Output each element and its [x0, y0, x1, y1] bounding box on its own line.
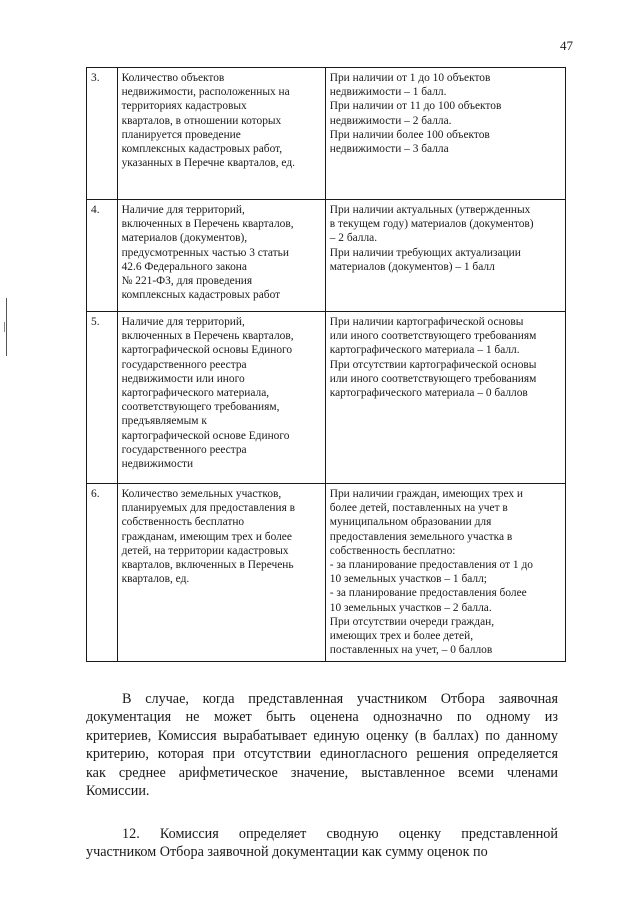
paragraph-line: Комиссии. [86, 783, 150, 800]
criterion-line: территориях кадастровых [121, 100, 247, 113]
criterion-number: 6. [87, 484, 118, 662]
score-line: или иного соответствующего требованиям [329, 372, 537, 385]
paragraph-line: участником Отбора заявочной документации как сумму оценок по [86, 844, 488, 861]
criterion-line: указанных в Перечне кварталов, ед. [121, 157, 295, 170]
criterion-line: гражданам, имеющим трех и более [121, 530, 292, 543]
score-line: При отсутствии картографической основы [329, 358, 537, 371]
score-line: При наличии от 11 до 100 объектов [329, 100, 502, 113]
criterion-line: планируемых для предоставления в [121, 502, 296, 515]
score-line: или иного соответствующего требованиям [329, 330, 537, 343]
criterion-line: Количество объектов [121, 72, 225, 84]
paragraph-evaluation-rule [86, 690, 558, 800]
table-row [87, 484, 566, 662]
score-line: При наличии картографической основы [329, 316, 524, 328]
page-number: 47 [560, 38, 573, 53]
score-line: При наличии требующих актуализации [329, 246, 521, 259]
criterion-line: № 221-ФЗ, для проведения [121, 275, 253, 288]
criterion-line: Наличие для территорий, [121, 316, 245, 328]
paragraph-line: критериев, Комиссия вырабатывает единую оценку (в баллах) по данному [86, 727, 558, 744]
score-line: При наличии граждан, имеющих трех и [329, 488, 524, 500]
criterion-line: комплексных кадастровых работ [121, 289, 281, 302]
criterion-number: 4. [87, 200, 118, 312]
score-line: недвижимости – 3 балла [329, 143, 449, 156]
paragraph-line: 12. Комиссия определяет сводную оценку представленной [122, 826, 558, 842]
score-line: При отсутствии очереди граждан, [329, 615, 495, 628]
criterion-line: государственного реестра [121, 443, 247, 456]
score-line: в текущем году) материалов (документов) [329, 218, 534, 231]
criteria-table [86, 67, 566, 662]
score-line: недвижимости – 2 балла. [329, 114, 452, 127]
margin-mark [4, 322, 5, 332]
criterion-line: картографического материала, [121, 387, 270, 400]
score-line: 10 земельных участков – 2 балла. [329, 601, 492, 614]
score-line: При наличии от 1 до 10 объектов [329, 72, 491, 84]
score-cell [325, 484, 565, 662]
criterion-line: соответствующего требованиям, [121, 401, 280, 414]
criterion-line: недвижимости [121, 458, 194, 471]
score-line: предоставления земельного участка в [329, 530, 513, 543]
score-line: картографического материала – 0 баллов [329, 387, 528, 400]
score-line: При наличии более 100 объектов [329, 128, 490, 141]
table-row [87, 200, 566, 312]
criterion-line: Количество земельных участков, [121, 488, 282, 500]
score-cell [325, 200, 565, 312]
score-line: – 2 балла. [329, 232, 378, 245]
criterion-cell [117, 484, 325, 662]
score-line: недвижимости – 1 балл. [329, 86, 447, 99]
criterion-line: кварталов, в отношении которых [121, 114, 282, 127]
criterion-line: включенных в Перечень кварталов, [121, 330, 294, 343]
criterion-line: собственность бесплатно [121, 516, 245, 529]
score-line: 10 земельных участков – 1 балл; [329, 573, 487, 586]
table-row [87, 68, 566, 200]
criterion-number: 5. [87, 312, 118, 484]
criterion-number: 3. [87, 68, 118, 200]
score-cell [325, 312, 565, 484]
criterion-cell [117, 68, 325, 200]
score-line: - за планирование предоставления более [329, 587, 527, 600]
criterion-line: кварталов, ед. [121, 573, 190, 586]
score-cell [325, 68, 565, 200]
paragraph-line: В случае, когда представленная участником Отбора заявочная [122, 691, 558, 707]
paragraph-line: критерию, которая при отсутствии единогласного решения определяется [86, 746, 558, 763]
margin-mark [6, 298, 7, 356]
criterion-cell [117, 312, 325, 484]
score-line: - за планирование предоставления от 1 до [329, 559, 533, 572]
score-line: более детей, поставленных на учет в [329, 502, 508, 515]
criterion-line: детей, на территории кадастровых [121, 544, 289, 557]
criterion-line: картографической основы Единого [121, 344, 293, 357]
criterion-line: комплексных кадастровых работ, [121, 143, 283, 156]
score-line: картографического материала – 1 балл. [329, 344, 520, 357]
criterion-line: предусмотренных частью 3 статьи [121, 246, 289, 259]
score-line: материалов (документов) – 1 балл [329, 260, 495, 273]
score-line: муниципальном образовании для [329, 516, 492, 529]
criterion-line: включенных в Перечень кварталов, [121, 218, 294, 231]
criterion-line: 42.6 Федерального закона [121, 260, 247, 273]
criterion-line: картографической основе Единого [121, 429, 290, 442]
paragraph-line: документация не может быть оценена однозначно по одному из [86, 709, 558, 726]
score-line: имеющих трех и более детей, [329, 630, 474, 643]
paragraph-item-12 [86, 825, 558, 862]
criterion-line: государственного реестра [121, 358, 247, 371]
criterion-line: Наличие для территорий, [121, 204, 245, 216]
score-line: поставленных на учет, – 0 баллов [329, 644, 493, 657]
criterion-line: кварталов, включенных в Перечень [121, 559, 294, 572]
table-row [87, 312, 566, 484]
criterion-line: планируется проведение [121, 128, 241, 141]
criterion-cell [117, 200, 325, 312]
score-line: При наличии актуальных (утвержденных [329, 204, 531, 216]
score-line: собственность бесплатно: [329, 544, 456, 557]
paragraph-line: как среднее арифметическое значение, выставленное всеми членами [86, 764, 558, 781]
criterion-line: предъявляемым к [121, 415, 207, 428]
criterion-line: недвижимости, расположенных на [121, 86, 290, 99]
criterion-line: материалов (документов), [121, 232, 248, 245]
criterion-line: недвижимости или иного [121, 372, 245, 385]
